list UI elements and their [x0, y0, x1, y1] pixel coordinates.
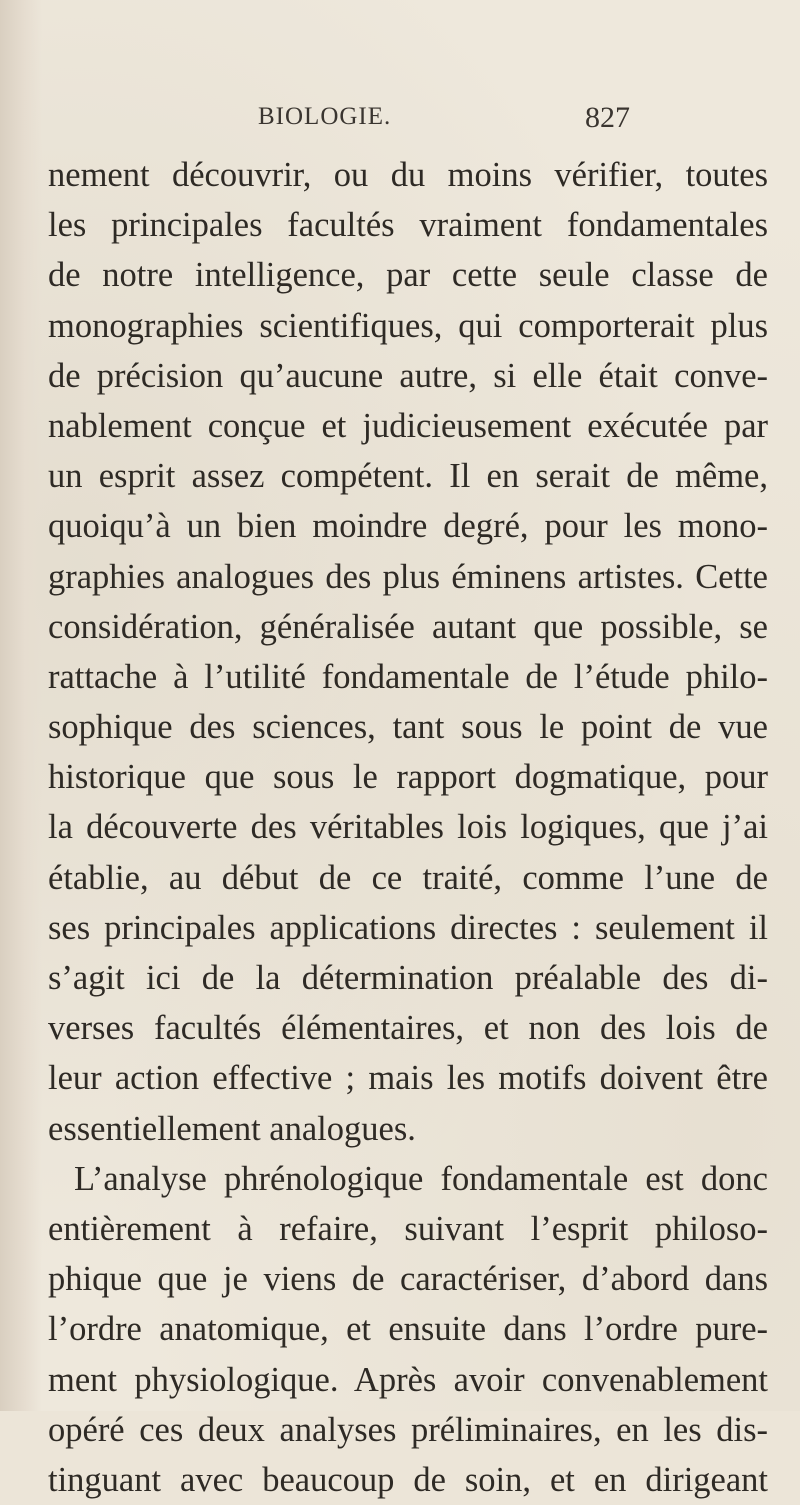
- text-line: phique que je viens de caractériser, d’abord dans: [48, 1260, 768, 1299]
- page-header: [200, 103, 630, 143]
- text-line: ment physiologique. Après avoir convenablement: [48, 1360, 768, 1399]
- text-line: tinguant avec beaucoup de soin, et en dirigeant: [48, 1460, 768, 1499]
- text-line: historique que sous le rapport dogmatique, pour: [48, 758, 768, 797]
- text-line: l’ordre anatomique, et ensuite dans l’ordre pure-: [48, 1310, 768, 1349]
- text-line: établie, au début de ce traité, comme l’une de: [48, 858, 768, 897]
- text-line: sophique des sciences, tant sous le point de vue: [48, 708, 768, 747]
- text-line: entièrement à refaire, suivant l’esprit philoso-: [48, 1209, 768, 1248]
- running-head: BIOLOGIE.: [258, 103, 392, 130]
- paragraph-end-line: essentiellement analogues.: [48, 1109, 416, 1148]
- paragraph-start-line: L’analyse phrénologique fondamentale est donc: [74, 1159, 768, 1198]
- text-line: considération, généralisée autant que possible, se: [48, 607, 768, 646]
- text-line: ses principales applications directes : seulement il: [48, 908, 768, 947]
- text-line: les principales facultés vraiment fondamentales: [48, 206, 768, 245]
- text-line: opéré ces deux analyses préliminaires, en les dis-: [48, 1410, 768, 1449]
- text-line: nement découvrir, ou du moins vérifier, toutes: [48, 156, 768, 194]
- text-line: leur action effective ; mais les motifs doivent être: [48, 1059, 768, 1098]
- text-line: la découverte des véritables lois logiques, que j’ai: [48, 808, 768, 847]
- text-line: monographies scientifiques, qui comporterait plus: [48, 306, 768, 345]
- text-line: rattache à l’utilité fondamentale de l’étude philo-: [48, 657, 768, 696]
- text-line: nablement conçue et judicieusement exécutée par: [48, 406, 768, 445]
- text-line: graphies analogues des plus éminens artistes. Cette: [48, 557, 768, 596]
- body-text: [48, 150, 768, 1505]
- page-binding-edge: [0, 0, 42, 1411]
- text-line: un esprit assez compétent. Il en serait de même,: [48, 457, 768, 496]
- text-line: verses facultés élémentaires, et non des lois de: [48, 1009, 768, 1048]
- text-line: de précision qu’aucune autre, si elle était conve-: [48, 356, 768, 395]
- text-line: quoiqu’à un bien moindre degré, pour les mono-: [48, 507, 768, 546]
- text-line: de notre intelligence, par cette seule classe de: [48, 256, 768, 295]
- page-number: 827: [585, 101, 630, 134]
- text-line: s’agit ici de la détermination préalable des di-: [48, 959, 768, 997]
